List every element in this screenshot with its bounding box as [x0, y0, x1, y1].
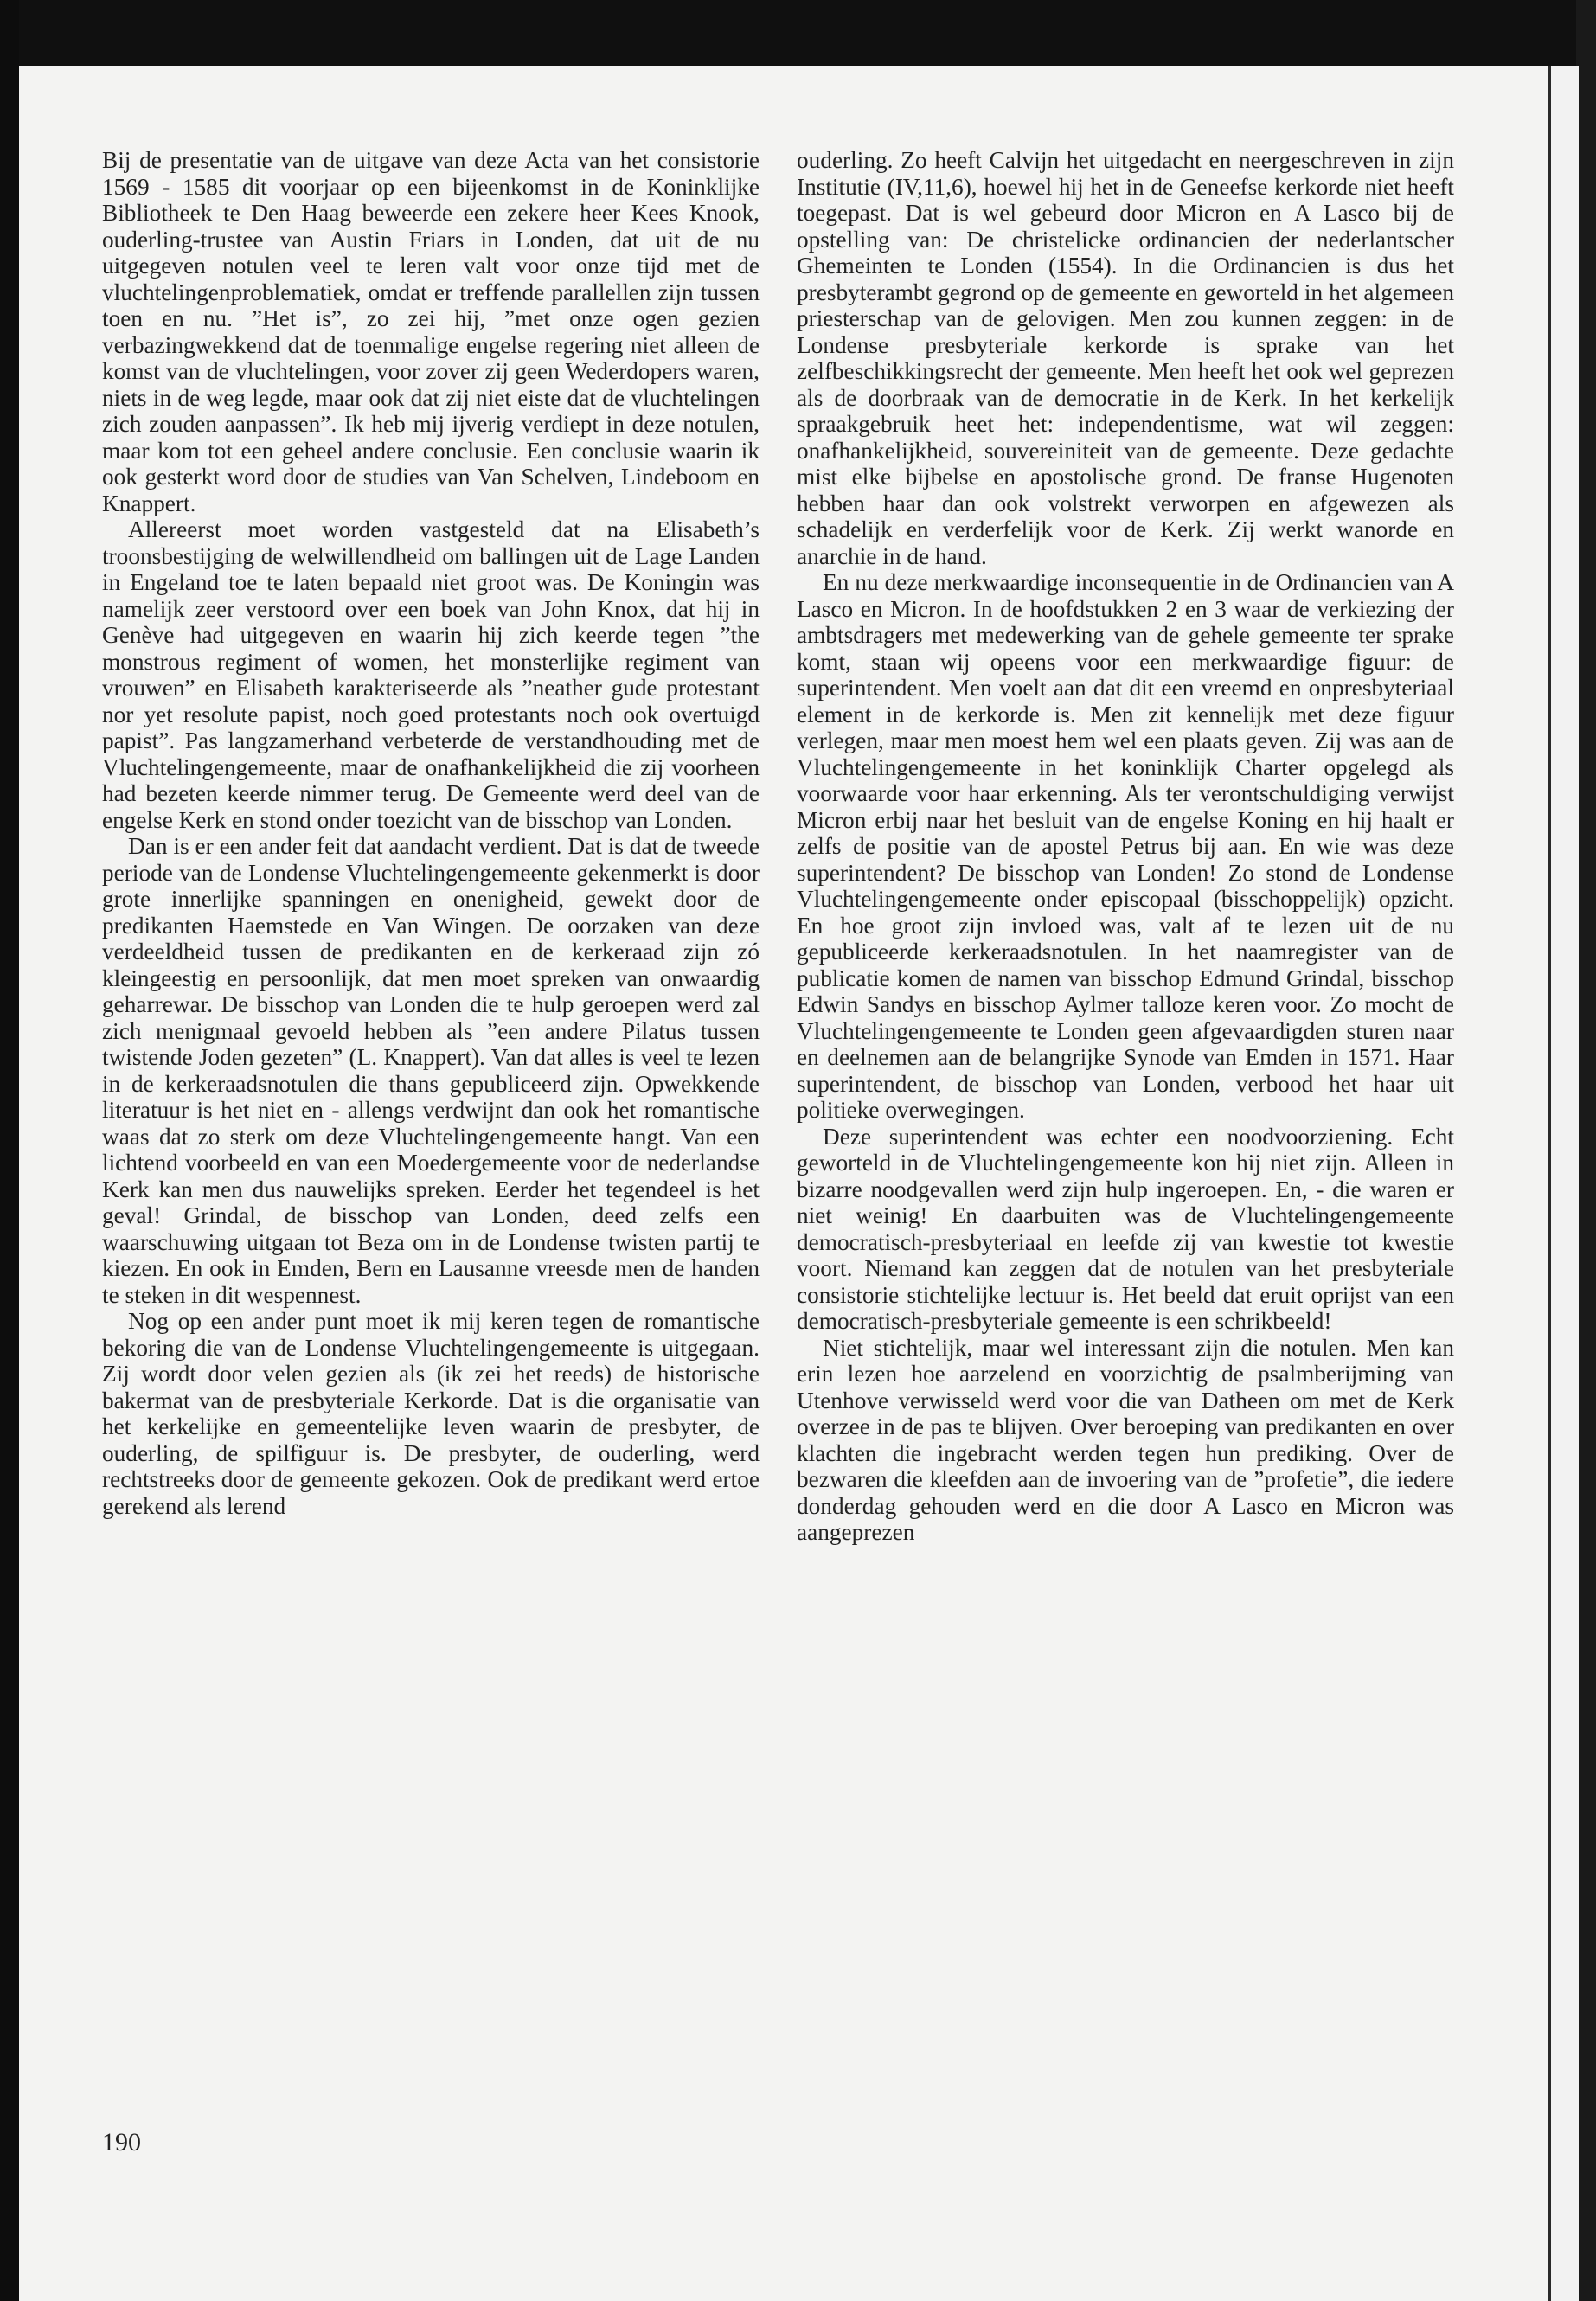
paragraph: Nog op een ander punt moet ik mij keren tegen de romantische bekoring die van de Londense Vluchtelingengemeente is uitgegaan. Zij wordt door velen gezien als (ik zei het reeds) de historische bakermat van de presbyteriale Kerkorde. Dat is die organisatie van het kerkelijke en gemeentelijke leven waarin de presbyter, de ouderling, de spilfiguur is. De presbyter, de ouderling, werd rechtstreeks door de gemeente gekozen. Ook de predikant werd ertoe gerekend als lerend [102, 1308, 760, 1519]
paragraph: Deze superintendent was echter een noodvoorziening. Echt geworteld in de Vluchtelingengemeente kon hij niet zijn. Alleen in bizarre noodgevallen werd zijn hulp ingeroepen. En, - die waren er niet weinig! En daarbuiten was de Vluchtelingengemeente democratisch-presbyteriaal en leefde zij van kwestie tot kwestie voort. Niemand kan zeggen dat de notulen van het presbyteriale consistorie stichtelijke lectuur is. Het beeld dat eruit oprijst van een democratisch-presbyteriale gemeente is een schrikbeeld! [797, 1123, 1454, 1334]
paragraph: En nu deze merkwaardige inconsequentie in de Ordinancien van A Lasco en Micron. In de hoofdstukken 2 en 3 waar de verkiezing der ambtsdragers met medewerking van de gehele gemeente ter sprake komt, staan wij opeens voor een merkwaardige figuur: de superintendent. Men voelt aan dat dit een vreemd en onpresbyteriaal element in de kerkorde is. Men zit kennelijk met deze figuur verlegen, maar men moest hem wel een plaats geven. Zij was aan de Vluchtelingengemeente in het koninklijk Charter opgelegd als voorwaarde voor haar erkenning. Als ter verontschuldiging verwijst Micron erbij naar het besluit van de engelse Koning en hij haalt er zelfs de positie van de apostel Petrus bij aan. En wie was deze superintendent? De bisschop van Londen! Zo stond de Londense Vluchtelingengemeente onder episcopaal (bisschoppelijk) opzicht. En hoe groot zijn invloed was, valt af te lezen uit de nu gepubliceerde kerkeraadsnotulen. In het naamregister van de publicatie komen de namen van bisschop Edmund Grindal, bisschop Edwin Sandys en bisschop Aylmer talloze keren voor. Zo mocht de Vluchtelingengemeente te Londen geen afgevaardigden sturen naar en deelnemen aan de belangrijke Synode van Emden in 1571. Haar superintendent, de bisschop van Londen, verbood het haar uit politieke overwegingen. [797, 569, 1454, 1123]
paragraph: Niet stichtelijk, maar wel interessant zijn die notulen. Men kan erin lezen hoe aarzelend en voorzichtig de psalmberijming van Utenhove verwisseld werd voor die van Datheen om met de Kerk overzee in de pas te blijven. Over beroeping van predikanten en over klachten die ingebracht werden tegen hun prediking. Over de bezwaren die kleefden aan de invoering van de ”profetie”, die iedere donderdag gehouden werd en die door A Lasco en Micron was aangeprezen [797, 1334, 1454, 1545]
document-page [19, 66, 1548, 2301]
paragraph: Bij de presentatie van de uitgave van deze Acta van het consistorie 1569 - 1585 dit voorjaar op een bijeenkomst in de Koninklijke Bibliotheek te Den Haag beweerde een zekere heer Kees Knook, ouderling-trustee van Austin Friars in Londen, dat uit de nu uitgegeven notulen veel te leren valt voor onze tijd met de vluchtelingenproblematiek, omdat er treffende parallellen zijn tussen toen en nu. ”Het is”, zo zei hij, ”met onze ogen gezien verbazingwekkend dat de toenmalige engelse regering niet alleen de komst van de vluchtelingen, voor zover zij geen Wederdopers waren, niets in de weg legde, maar ook dat zij niet eiste dat de vluchtelingen zich zouden aanpassen”. Ik heb mij ijverig verdiept in deze notulen, maar kom tot een geheel andere conclusie. Een conclusie waarin ik ook gesterkt word door de studies van Van Schelven, Lindeboom en Knappert. [102, 147, 760, 516]
facing-page-edge [1548, 66, 1579, 2301]
scan-left-border [0, 0, 19, 2301]
scan-top-border [0, 0, 1596, 66]
scan-right-border [1576, 0, 1596, 2301]
right-text-column [797, 147, 1454, 1546]
page-number: 190 [102, 2128, 141, 2157]
left-text-column [102, 147, 760, 1519]
paragraph: Dan is er een ander feit dat aandacht verdient. Dat is dat de tweede periode van de Londense Vluchtelingengemeente gekenmerkt is door grote innerlijke spanningen en onenigheid, gewekt door de predikanten Haemstede en Van Wingen. De oorzaken van deze verdeeldheid tussen de predikanten en de kerkeraad zijn zó kleingeestig en persoonlijk, dat men moet spreken van onwaardig geharrewar. De bisschop van Londen die te hulp geroepen werd zal zich menigmaal gevoeld hebben als ”een andere Pilatus tussen twistende Joden gezeten” (L. Knappert). Van dat alles is veel te lezen in de kerkeraadsnotulen die thans gepubliceerd zijn. Opwekkende literatuur is het niet en - allengs verdwijnt dan ook het romantische waas dat zo sterk om deze Vluchtelingengemeente hangt. Van een lichtend voorbeeld en van een Moedergemeente voor de nederlandse Kerk kan men dus nauwelijks spreken. Eerder het tegendeel is het geval! Grindal, de bisschop van Londen, deed zelfs een waarschuwing uitgaan tot Beza om in de Londense twisten partij te kiezen. En ook in Emden, Bern en Lausanne vreesde men de handen te steken in dit wespennest. [102, 833, 760, 1308]
paragraph: Allereerst moet worden vastgesteld dat na Elisabeth’s troonsbestijging de welwillendheid om ballingen uit de Lage Landen in Engeland toe te laten bepaald niet groot was. De Koningin was namelijk zeer verstoord over een boek van John Knox, dat hij in Genève had uitgegeven en waarin hij zich keerde tegen ”the monstrous regiment of women, het monsterlijke regiment van vrouwen” en Elisabeth karakteriseerde als ”neather gude protestant nor yet resolute papist, noch goed protestants noch ook overtuigd papist”. Pas langzamerhand verbeterde de verstandhouding met de Vluchtelingengemeente, maar de onafhankelijkheid die zij voorheen had bezeten keerde nimmer terug. De Gemeente werd deel van de engelse Kerk en stond onder toezicht van de bisschop van Londen. [102, 516, 760, 833]
paragraph: ouderling. Zo heeft Calvijn het uitgedacht en neergeschreven in zijn Institutie (IV,11,6), hoewel hij het in de Geneefse kerkorde niet heeft toegepast. Dat is wel gebeurd door Micron en A Lasco bij de opstelling van: De christelicke ordinancien der nederlantscher Ghemeinten te Londen (1554). In die Ordinancien is dus het presbyterambt gegrond op de gemeente en geworteld in het algemeen priesterschap van de gelovigen. Men zou kunnen zeggen: in de Londense presbyteriale kerkorde is sprake van het zelfbeschikkingsrecht der gemeente. Men heeft het ook wel geprezen als de doorbraak van de democratie in de Kerk. In het kerkelijk spraakgebruik heet het: independentisme, wat wil zeggen: onafhankelijkheid, souvereiniteit van de gemeente. Deze gedachte mist elke bijbelse en apostolische grond. De franse Hugenoten hebben haar dan ook volstrekt verworpen en afgewezen als schadelijk en verderfelijk voor de Kerk. Zij werkt wanorde en anarchie in de hand. [797, 147, 1454, 569]
